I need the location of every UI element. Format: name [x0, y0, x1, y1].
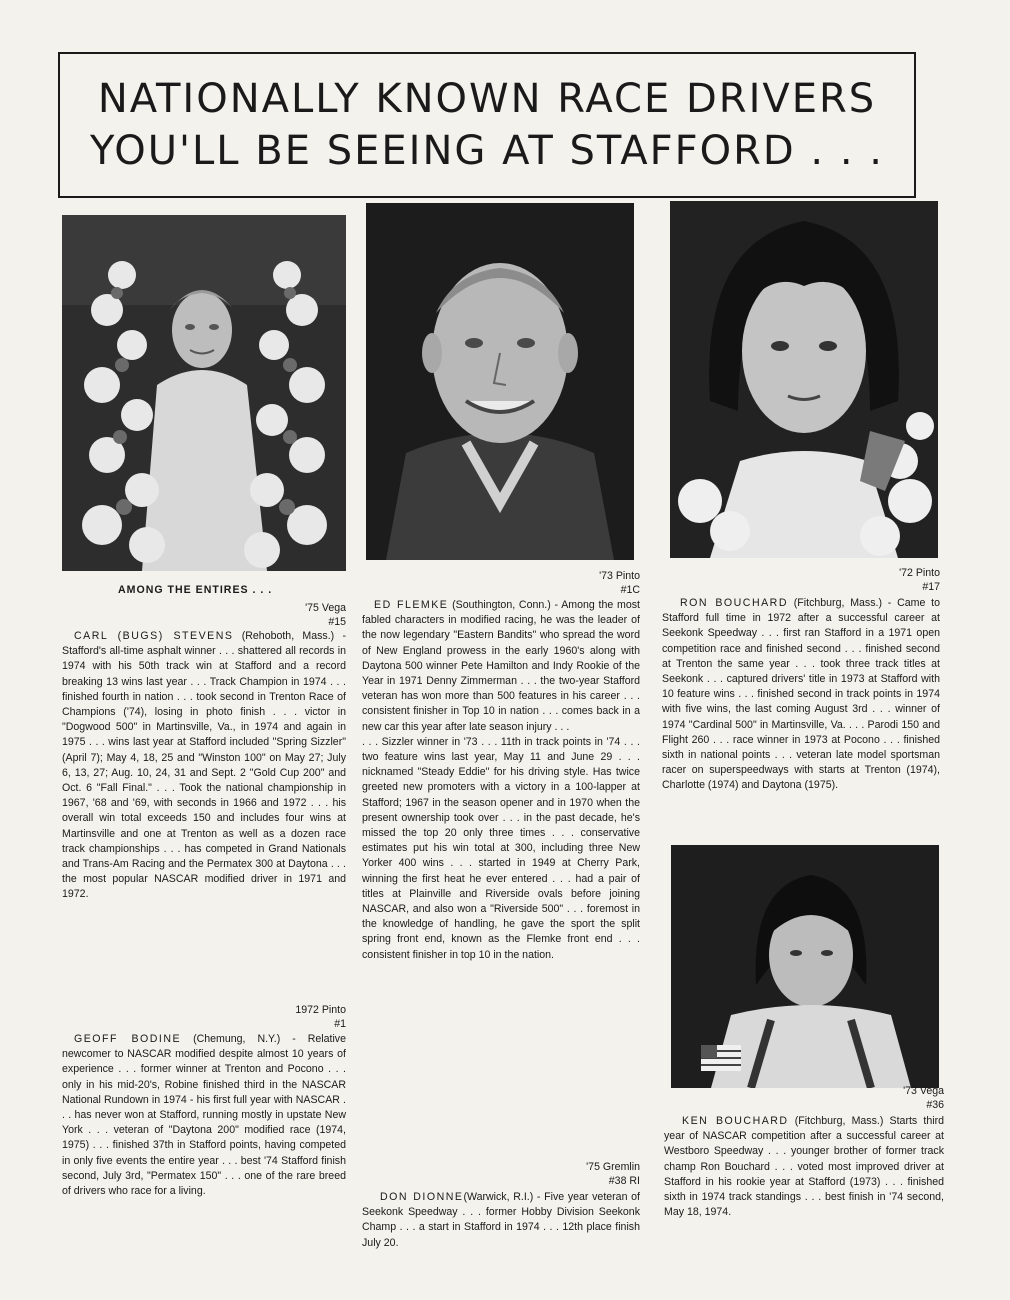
bodine-bio [62, 1032, 346, 1199]
dionne-car: '75 Gremlin [586, 1161, 640, 1173]
bodine-number: #1 [334, 1018, 346, 1030]
bodine-car: 1972 Pinto [295, 1004, 346, 1016]
ken-bouchard-car: '73 Vega [903, 1085, 944, 1097]
section-heading: AMONG THE ENTIRES . . . [118, 584, 273, 596]
photo-ron-bouchard [670, 201, 938, 558]
photo-ken-bouchard [671, 845, 939, 1088]
stevens-bio [62, 629, 346, 903]
ken-bouchard-number: #36 [926, 1099, 944, 1111]
bodine-car-caption [240, 1003, 346, 1031]
flemke-car: '73 Pinto [599, 570, 640, 582]
dionne-name: DON DIONNE [380, 1191, 464, 1203]
stevens-car-caption [240, 601, 346, 629]
title-line-1: NATIONALLY KNOWN RACE DRIVERS [97, 76, 877, 122]
flemke-car-caption [540, 569, 640, 597]
ken-bouchard-car-caption [844, 1084, 944, 1112]
title-line-2: YOU'LL BE SEEING AT STAFFORD . . . [90, 128, 884, 174]
ron-bouchard-bio [662, 596, 940, 794]
dionne-bio [362, 1190, 640, 1251]
flemke-number: #1C [620, 584, 640, 596]
ken-bouchard-name: KEN BOUCHARD [682, 1115, 789, 1127]
stevens-number: #15 [328, 616, 346, 628]
dionne-number: #38 RI [608, 1175, 640, 1187]
dionne-car-caption [540, 1160, 640, 1188]
ron-bouchard-text: (Fitchburg, Mass.) - Came to Stafford full time in 1972 after a successful career at Seekonk Speedway . . . first ran Stafford in a 1971 open competition race and finished second . . . finished second at Trenton the same year . . . took three track titles at Seekonk . . . captured drivers' title in 1973 at Stafford with 10 feature wins . . . finished second in track points in 1974 with five wins, the last coming August 3rd . . . winner of 1974 "Cardinal 500" in Martinsville, Va. . . . Parodi 150 and Flight 260 . . . race winner in 1973 at Pocono . . . finished sixth in national points . . . veteran late model sportsman racer on superspeedways with starts at Trenton (1974), Charlotte (1974) and Daytona (1975). [662, 597, 941, 792]
stevens-car: '75 Vega [305, 602, 346, 614]
stevens-name: CARL (BUGS) STEVENS [74, 630, 234, 642]
photo-carl-stevens [62, 215, 346, 571]
title-box [58, 52, 916, 198]
dionne-text: (Warwick, R.I.) - Five year veteran of Seekonk Speedway . . . former Hobby Division Seekonk Champ . . . a start in Stafford in 1974 . . . 12th place finish July 20. [362, 1191, 640, 1249]
ron-bouchard-car-caption [840, 566, 940, 594]
bodine-text: (Chemung, N.Y.) - Relative newcomer to NASCAR modified despite almost 10 years of experience . . . former winner at Trenton and Pocono . . . only in his mid-20's, Robine finished third in the NASCAR National Rundown in 1974 - his first full year with NASCAR . . . has never won at Stafford, running mostly in upstate New York . . . veteran of "Daytona 200" modified race (1974, 1975) . . . finished 37th in Stafford points, having competed in only five events the entire year . . . best '74 Stafford finish second, July 3rd, "Permatex 150" . . . one of the rare breed of drivers who race for a living. [62, 1033, 346, 1198]
flemke-bio [362, 598, 640, 963]
flemke-name: ED FLEMKE [374, 599, 449, 611]
ken-bouchard-text: (Fitchburg, Mass.) Starts third year of NASCAR competition after a successful career at Westboro Speedway . . . younger brother of former track champ Ron Bouchard . . . voted most improved driver at Stafford in his rookie year at Stafford (1973) . . . finished sixth in 1974 track standings . . . best finish in '74 second, May 18, 1974. [664, 1115, 944, 1219]
ron-bouchard-car: '72 Pinto [899, 567, 940, 579]
flemke-text-2: . . . Sizzler winner in '73 . . . 11th in track points in '74 . . . two feature wins last year, May 11 and June 29 . . . nicknamed "Steady Eddie" for his driving style. Has twice greeted new promoters with a victory in a 100-lapper at Stafford; 1967 in the season opener and in 1970 when the present ownership took over . . . in the past decade, he's missed the top 20 only three times . . . conservative estimates put his win total at 300, including three New Yorker 400 wins . . . started in 1949 at Cherry Park, winning the first heat he ever entered . . . had a pair of titles at Plainville and Riverside ovals before joining NASCAR, and also won a "Riverside 500" . . . foremost in the knowledge of handling, he gave the sport the split spring front end, known as the Flemke front end . . . consistent finisher in top 10 in the nation. [362, 735, 640, 961]
ken-bouchard-bio [664, 1114, 944, 1220]
bodine-name: GEOFF BODINE [74, 1033, 182, 1045]
flemke-text-1: (Southington, Conn.) - Among the most fabled characters in modified racing, he was the leader of the now legendary "Eastern Bandits" who spread the word of New England prowess in the early 1960's along with Daytona 500 winner Pete Hamilton and Indy Rookie of the Year in 1971 Denny Zimmerman . . . the two-year Stafford veteran has won more than 500 features in his career . . . consistent finisher in Top 10 in nation . . . comes back in a new car this year after late season injury . . . [362, 599, 640, 733]
stevens-text: (Rehoboth, Mass.) - Stafford's all-time asphalt winner . . . shattered all records in 1974 with his 50th track win at Stafford and a record breaking 13 wins last year . . . Track Champion in 1974 . . . finished fourth in nation . . . took second in Trenton Race of Champions ('74), losing in photo finish . . . victor in "Dogwood 500" in Martinsville, Va., in 1974 and again in 1975 . . . wins last year at Stafford included "Spring Sizzler" (April 7); May 4, 18, 25 and "Winston 100" on May 27; July 6, 13, 27; Aug. 10, 24, 31 and Sept. 2 "Gold Cup 200" and Oct. 6 "Fall Final." . . . Took the national championship in 1967, '68 and '69, with seconds in 1966 and 1972 . . . his overall win total exceeds 150 and includes four wins at Martinsville and one at Trenton as well as a dozen race track championships . . . has competed in Grand Nationals and Trans-Am Racing and the Permatex 300 at Daytona . . . the most popular NASCAR modified driver in 1971 and 1972. [62, 630, 347, 901]
ron-bouchard-name: RON BOUCHARD [680, 597, 788, 609]
ron-bouchard-number: #17 [922, 581, 940, 593]
photo-ed-flemke [366, 203, 634, 560]
